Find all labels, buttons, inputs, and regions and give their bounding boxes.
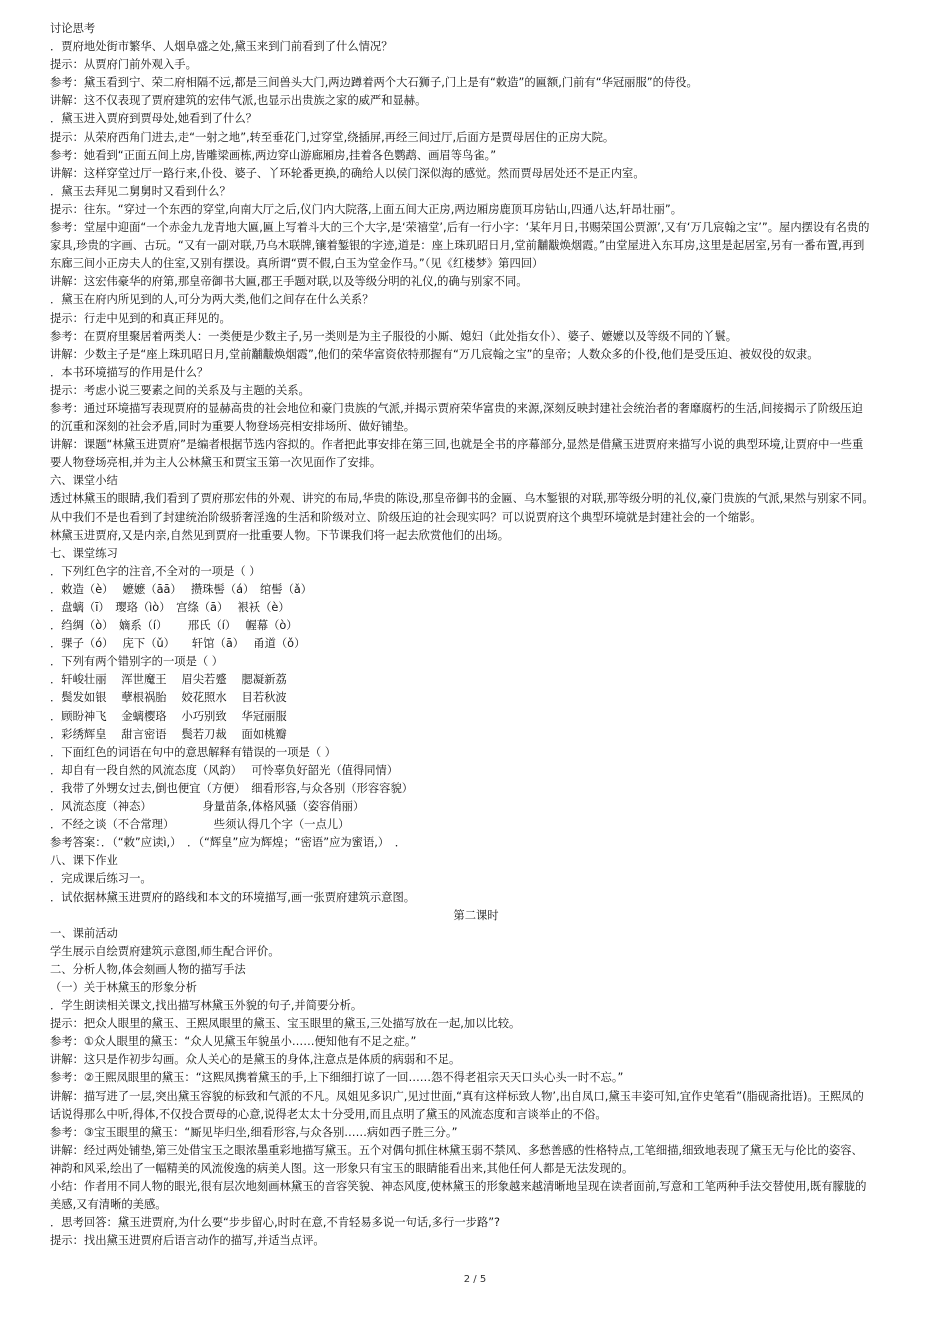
text-line: 讨论思考 — [50, 22, 96, 35]
text-line: 话说得那么中听,得体,不仅投合贾母的心意,说得老太太十分受用,而且点明了黛玉的风流态度和言谈举止的不俗。 — [50, 1107, 607, 1121]
text-line: 从中我们不是也看到了封建统治阶级骄奢淫逸的生活和阶级对立、阶级压迫的社会现实吗？可以说贾府这个典型环境就是封建社会的一个缩影。 — [50, 510, 762, 524]
text-line: 透过林黛玉的眼睛,我们看到了贾府那宏伟的外观、讲究的布局,华贵的陈设,那皇帝御书的金匾、乌木錾银的对联,那等级分明的礼仪,豪门贵族的气派,果然与别家不同。 — [50, 492, 874, 506]
text-line: 讲解：经过两处铺垫,第三处借宝玉之眼浓墨重彩地描写黛玉。五个对偶句抓住林黛玉弱不禁风、多愁善感的性格特点,工笔细描,细致地表现了黛玉无与伦比的姿容、 — [50, 1143, 863, 1157]
text-line: 参考：②王熙凤眼里的黛玉：“这熙凤携着黛玉的手,上下细细打谅了一回……怨不得老祖宗天天口头心头一时不忘。” — [50, 1071, 624, 1085]
text-line: 讲解：这只是作初步勾画。众人关心的是黛玉的身体,注意点是体质的病弱和不足。 — [50, 1053, 461, 1067]
text-line: ．试依据林黛玉进贾府的路线和本文的环境描写,画一张贾府建筑示意图。 — [50, 890, 416, 904]
text-line: 提示：从贾府门前外观入手。 — [50, 58, 197, 72]
text-line: ．下列红色字的注音,不全对的一项是（ ） — [50, 564, 261, 578]
text-line: ．轩峻壮丽 浑世魔王 眉尖若蹙 腮凝新荔 — [50, 673, 287, 687]
text-line: （一）关于林黛玉的形象分析 — [50, 980, 197, 994]
text-line: 参考：通过环境描写表现贾府的显赫高贵的社会地位和豪门贵族的气派,并揭示贾府荣华富贵的来源,深刻反映封建社会统治者的奢靡腐朽的生活,间接揭示了阶级压迫 — [50, 401, 863, 415]
page-number: 2 / 5 — [463, 1274, 487, 1285]
text-line: 讲解：少数主子是“座上珠玑昭日月,堂前黼黻焕烟霞”,他们的荣华富资依特那握有“万几宸翰之宝”的皇帝；人数众多的仆役,他们是受压迫、被奴役的奴隶。 — [50, 347, 819, 361]
text-line: 美感,又有清晰的美感。 — [50, 1198, 167, 1212]
text-line: 二、分析人物,体会刻画人物的描写手法 — [50, 962, 246, 976]
text-line: 参考：③宝玉眼里的黛玉：“厮见毕归坐,细看形容,与众各别……病如西子胜三分。” — [50, 1125, 458, 1139]
text-line: 七、课堂练习 — [50, 546, 118, 560]
text-line: 家具,珍贵的字画、古玩。“又有一副对联,乃乌木联牌,镶着錾银的字迹,道是：座上珠玑昭日月,堂前黼黻焕烟霞。”由堂屋进入东耳房,这里是起居室,另有一番布置,再到 — [50, 239, 865, 253]
text-line: 讲解：描写进了一层,突出黛玉容貌的标致和气派的不凡。凤姐见多识广,见过世面,“真有这样标致人物’,出自凤口,黛玉丰姿可知,宜作史笔看”(脂砚斋批语)。王熙凤的 — [50, 1089, 864, 1103]
text-line: 参考：①众人眼里的黛玉：“众人见黛玉年貌虽小……便知他有不足之症。” — [50, 1035, 417, 1049]
section-title: 第二课时 — [453, 908, 499, 922]
text-line: ．鬓发如银 孽根祸胎 姣花照水 目若秋波 — [50, 691, 287, 705]
text-line: ．却自有一段自然的风流态度（风韵） 可怜辜负好韶光（值得同情） — [50, 763, 399, 777]
text-line: 讲解：课题“林黛玉进贾府”是编者根据节选内容拟的。作者把此事安排在第三回,也就是全书的序幕部分,显然是借黛玉进贾府来描写小说的典型环境,让贾府中一些重 — [50, 438, 864, 452]
text-line: ．思考回答：黛玉进贾府,为什么要“步步留心,时时在意,不肯轻易多说一句话,多行一步路”? — [50, 1216, 501, 1230]
text-line: ．下列有两个错别字的一项是（ ） — [50, 655, 224, 669]
text-line: ．学生朗读相关课文,找出描写林黛玉外貌的句子,并简要分析。 — [50, 999, 363, 1013]
text-line: 参考：堂屋中迎面“一个赤金九龙青地大匾,匾上写着斗大的三个大字,是‘荣禧堂’,后有一行小字：‘某年月日,书赐荣国公贾源’,又有‘万几宸翰之宝’”。屋内摆设有名贵的 — [50, 221, 870, 235]
text-line: 讲解：这宏伟豪华的府第,那皇帝御书大匾,郡王手题对联,以及等级分明的礼仪,的确与别家不同。 — [50, 275, 528, 289]
text-line: 讲解：这样穿堂过厅一路行来,仆役、婆子、丫环轮番更换,的确给人以侯门深似海的感觉。然而贾母居处还不是正内室。 — [50, 166, 645, 180]
text-line: 的沉重和深刻的社会矛盾,同时为重要人物登场亮相安排场所、做好铺垫。 — [50, 420, 416, 434]
text-line: 提示：找出黛玉进贾府后语言动作的描写,并适当点评。 — [50, 1234, 325, 1248]
text-line: 学生展示自绘贾府建筑示意图,师生配合评价。 — [50, 944, 280, 958]
text-line: ．完成课后练习一。 — [50, 872, 152, 886]
text-line: ．骒子（ó） 庑下（ǔ） 轩馆（ā） 甬道（ǒ） — [50, 637, 306, 651]
text-line: 提示：往东。“穿过一个东西的穿堂,向南大厅之后,仪门内大院落,上面五间大正房,两边厢房鹿顶耳房钻山,四通八达,轩昂壮丽”。 — [50, 202, 682, 216]
text-line: 参考答案：．（“敕”应读ì,） ．（“辉皇”应为辉煌；“密语”应为蜜语,） ． — [50, 836, 407, 850]
text-line: ．黛玉去拜见二舅舅时又看到什么？ — [50, 184, 231, 198]
text-line: ．敕造（è） 嬷嬷（āā） 攒珠髻（á） 绾髻（ǎ） — [50, 582, 313, 596]
text-line: ．贾府地处街市繁华、人烟阜盛之处,黛玉来到门前看到了什么情况？ — [50, 40, 393, 54]
text-line: 讲解：这不仅表现了贾府建筑的宏伟气派,也显示出贵族之家的威严和显赫。 — [50, 94, 427, 108]
text-line: 六、课堂小结 — [50, 474, 118, 488]
text-line: 提示：把众人眼里的黛玉、王熙凤眼里的黛玉、宝玉眼里的黛玉,三处描写放在一起,加以比较。 — [50, 1017, 521, 1031]
document-body — [50, 20, 902, 1250]
text-line: 提示：行走中见到的和真正拜见的。 — [50, 311, 231, 325]
text-line: 参考：她看到“正面五间上房,皆雕梁画栋,两边穿山游廊厢房,挂着各色鹦鹉、画眉等鸟雀。” — [50, 148, 497, 162]
text-line: 神韵和风采,绘出了一幅精美的风流俊逸的病美人图。这一形象只有宝玉的眼睛能看出来,其他任何人都是无法发现的。 — [50, 1161, 634, 1175]
text-line: ．下面红色的词语在句中的意思解释有错误的一项是（ ） — [50, 745, 337, 759]
text-line: ．绉绸（ò） 嫡系（í） 邢氏（í） 幄幕（ò） — [50, 619, 298, 633]
text-line: 一、课前活动 — [50, 926, 118, 940]
text-line: 林黛玉进贾府,又是内亲,自然见到贾府一批重要人物。下节课我们将一起去欣赏他们的出场。 — [50, 528, 510, 542]
text-line: 提示：考虑小说三要素之间的关系及与主题的关系。 — [50, 383, 310, 397]
text-line: ．顾盼神飞 金螭樱珞 小巧别致 华冠丽服 — [50, 709, 287, 723]
text-line: 要人物登场亮相,并为主人公林黛玉和贾宝玉第一次见面作了安排。 — [50, 456, 382, 470]
text-line: ．黛玉在府内所见到的人,可分为两大类,他们之间存在什么关系？ — [50, 293, 374, 307]
text-line: 东廊三间小正房夫人的住室,又别有摆设。真所谓“贾不假,白玉为堂金作马。”（见《红楼梦》第四回） — [50, 257, 544, 271]
text-line: 八、课下作业 — [50, 854, 118, 868]
text-line: ．本书环境描写的作用是什么？ — [50, 365, 209, 379]
text-line: ．黛玉进入贾府到贾母处,她看到了什么？ — [50, 112, 257, 126]
text-line: 提示：从荣府西角门进去,走“一射之地”,转至垂花门,过穿堂,绕插屏,再经三间过厅,后面方是贾母居住的正房大院。 — [50, 130, 615, 144]
text-line: 参考：黛玉看到宁、荣二府相隔不远,都是三间兽头大门,两边蹲着两个大石狮子,门上是有“敕造”的匾额,门前有“华冠丽服”的侍役。 — [50, 76, 698, 90]
text-line: ．彩绣辉皇 甜言密语 鬓若刀裁 面如桃瓣 — [50, 727, 287, 741]
text-line: ．不经之谈（不合常理） 些须认得几个字（一点儿） — [50, 818, 350, 832]
text-line: ．盘螭（ī） 璎珞（ìò） 宫绦（ā） 裉袄（è） — [50, 601, 290, 614]
text-line: 小结：作者用不同人物的眼光,很有层次地刻画林黛玉的音容笑貌、神态风度,使林黛玉的形象越来越清晰地呈现在读者面前,写意和工笔两种手法交替使用,既有朦胧的 — [50, 1180, 867, 1193]
text-line: ．风流态度（神态） 身量苗条,体格风骚（姿容俏丽） — [50, 800, 365, 814]
text-line: 参考：在贾府里聚居着两类人：一类便是少数主子,另一类则是为主子服役的小厮、媳妇（此处指女仆）、婆子、嬷嬷以及等级不同的丫鬟。 — [50, 329, 738, 343]
text-line: ．我带了外甥女过去,倒也便宜（方便） 细看形容,与众各别（形容容貌） — [50, 781, 414, 795]
